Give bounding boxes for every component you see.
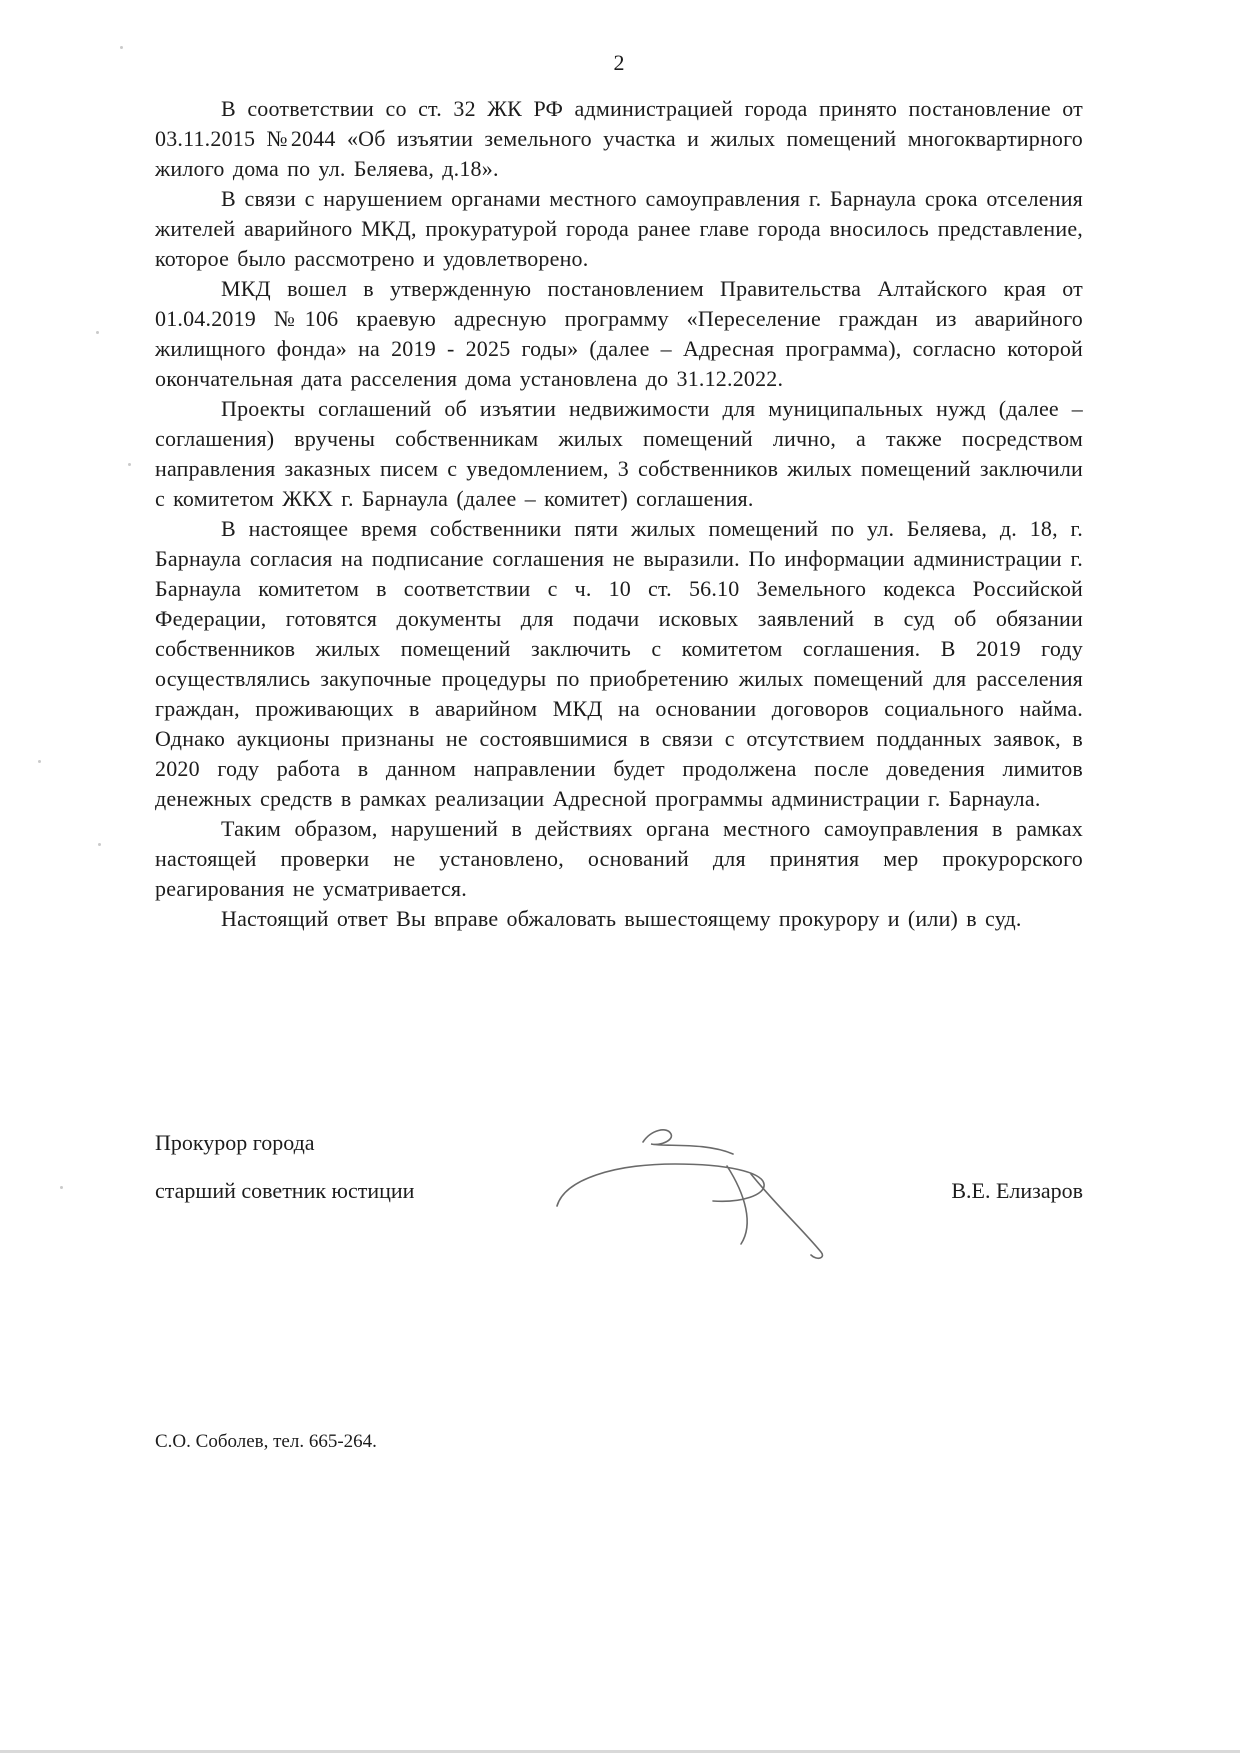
paragraph: Таким образом, нарушений в действиях органа местного самоуправления в рамках настоящей проверки не установлено, оснований для принятия мер прокурорского реагирования не усматривается. <box>155 816 1083 901</box>
signatory-rank: старший советник юстиции <box>155 1178 415 1203</box>
scan-speck <box>98 843 101 846</box>
page-number: 2 <box>613 50 625 75</box>
handwritten-signature-icon <box>555 1124 865 1279</box>
signatory-name: В.Е. Елизаров <box>951 1178 1083 1203</box>
paragraph: Настоящий ответ Вы вправе обжаловать вышестоящему прокурору и (или) в суд. <box>221 906 1022 931</box>
signature-block <box>155 1128 1083 1308</box>
paragraph: МКД вошел в утвержденную постановлением Правительства Алтайского края от 01.04.2019 №106 краевую адресную программу «Переселение граждан из аварийного жилищного фонда» на 2019 - 2025 годы» (далее – Адресная программа), согласно которой окончательная дата расселения дома установлена до 31.12.2022. <box>155 276 1083 391</box>
paragraph: Проекты соглашений об изъятии недвижимости для муниципальных нужд (далее – соглашения) вручены собственникам жилых помещений лично, а также посредством направления заказных писем с уведомлением, 3 собственников жилых помещений заключили с комитетом ЖКХ г. Барнаула (далее – комитет) соглашения. <box>155 396 1083 511</box>
scan-speck <box>38 760 41 763</box>
paragraph: В настоящее время собственники пяти жилых помещений по ул. Беляева, д. 18, г. Барнаула согласия на подписание соглашения не выразили. По информации администрации г. Барнаула комитетом в соответствии с ч. 10 ст. 56.10 Земельного кодекса Российской Федерации, готовятся документы для подачи исковых заявлений в суд об обязании собственников жилых помещений заключить с комитетом соглашения. В 2019 году осуществлялись закупочные процедуры по приобретению жилых помещений для расселения граждан, проживающих в аварийном МКД на основании договоров социального найма. Однако аукционы признаны не состоявшимися в связи с отсутствием подданных заявок, в 2020 году работа в данном направлении будет продолжена после доведения лимитов денежных средств в рамках реализации Адресной программы администрации г. Барнаула. <box>155 516 1083 811</box>
paragraph: В связи с нарушением органами местного самоуправления г. Барнаула срока отселения жителей аварийного МКД, прокуратурой города ранее главе города вносилось представление, которое было рассмотрено и удовлетворено. <box>155 186 1083 271</box>
scan-speck <box>60 1186 63 1189</box>
scan-speck <box>120 46 123 49</box>
scan-speck <box>96 331 99 334</box>
executor-note: С.О. Соболев, тел. 665-264. <box>155 1431 377 1452</box>
document-body <box>155 48 1083 934</box>
scan-speck <box>128 463 131 466</box>
signatory-position: Прокурор города <box>155 1130 315 1155</box>
paragraph: В соответствии со ст. 32 ЖК РФ администрацией города принято постановление от 03.11.2015 №2044 «Об изъятии земельного участка и жилых помещений многоквартирного жилого дома по ул. Беляева, д.18». <box>155 96 1083 181</box>
